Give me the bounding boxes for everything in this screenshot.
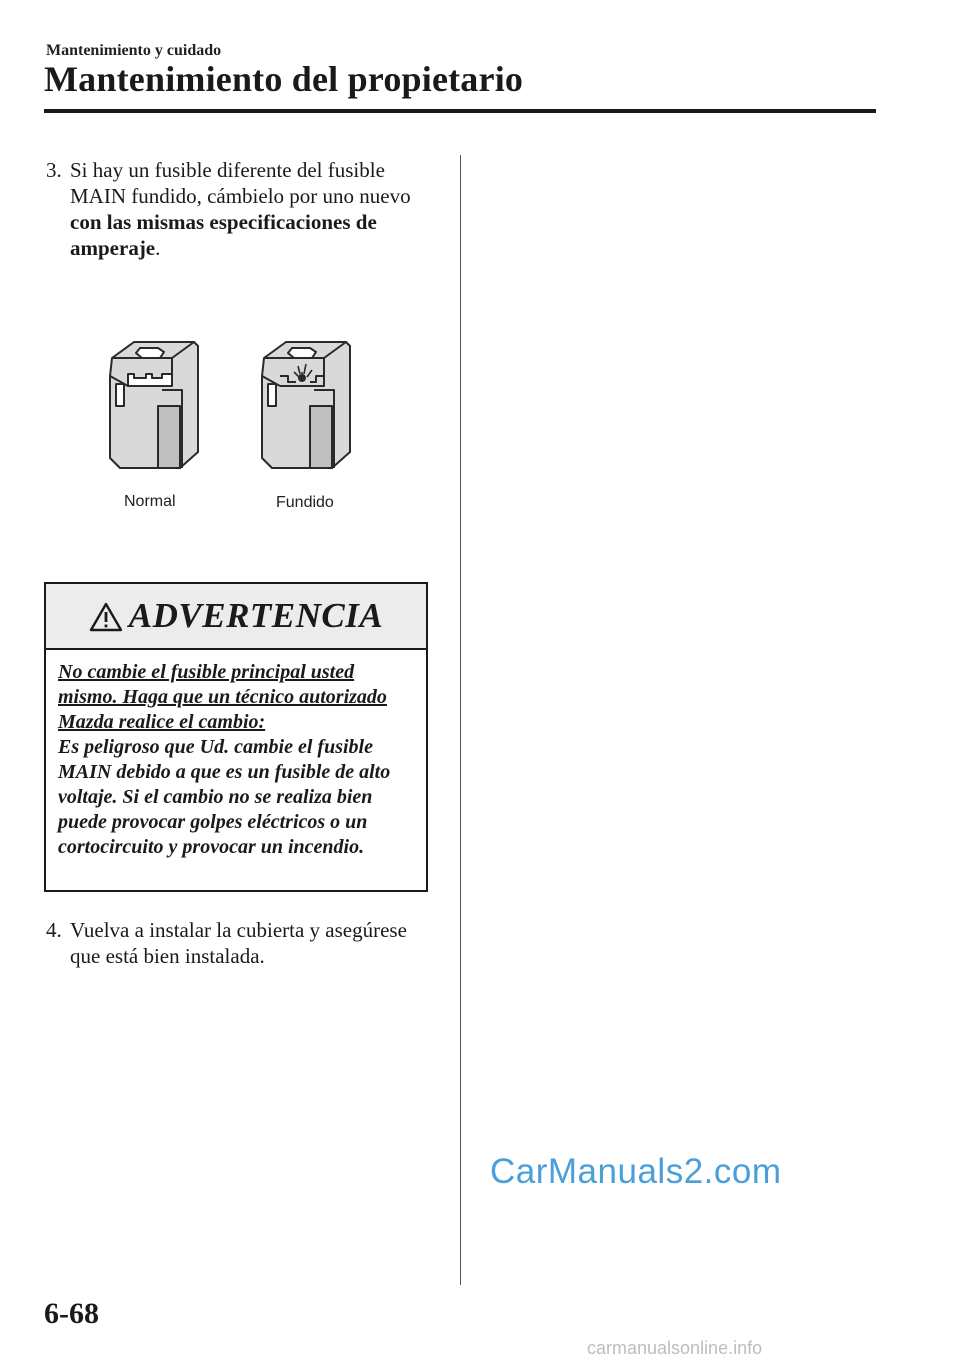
warning-triangle-icon (89, 602, 123, 632)
warning-underlined-text: No cambie el fusible principal usted mismo. Haga que un técnico autorizado Mazda realice el cambio: (58, 661, 387, 733)
step-number: 4. (46, 918, 62, 942)
warning-title: ADVERTENCIA (128, 596, 384, 635)
step-text: Vuelva a instalar la cubierta y asegúrese que está bien instalada. (70, 918, 407, 968)
fuse-normal-label: Normal (124, 493, 176, 510)
warning-header (46, 584, 426, 650)
step-text-bold: con las mismas especificaciones de amperaje (70, 210, 377, 260)
watermark-logo: CarManuals2.com (490, 1152, 782, 1191)
page-number: 6-68 (44, 1297, 99, 1330)
warning-body-text: Es peligroso que Ud. cambie el fusible MAIN debido a que es un fusible de alto voltaje. Si el cambio no se realiza bien puede provocar golpes eléctricos o un cortocircuito y provocar un incendio. (58, 736, 391, 858)
warning-body (46, 650, 426, 860)
fuse-blown (262, 342, 350, 468)
step-number: 3. (46, 158, 62, 182)
step-text (70, 157, 436, 261)
title-rule (44, 109, 876, 113)
fuse-blown-label: Fundido (276, 494, 334, 511)
step-4 (46, 917, 436, 969)
column-divider (460, 155, 461, 1285)
fuse-normal (110, 342, 198, 468)
page-title: Mantenimiento del propietario (44, 59, 524, 99)
warning-box (44, 582, 428, 892)
footer-site-watermark: carmanualsonline.info (587, 1338, 763, 1358)
fuse-illustration (100, 336, 360, 516)
step-3 (46, 157, 436, 261)
section-label: Mantenimiento y cuidado (46, 42, 222, 59)
step-text-end: . (155, 236, 161, 260)
step-text-plain: Si hay un fusible diferente del fusible MAIN fundido, cámbielo por uno nuevo (70, 158, 411, 208)
